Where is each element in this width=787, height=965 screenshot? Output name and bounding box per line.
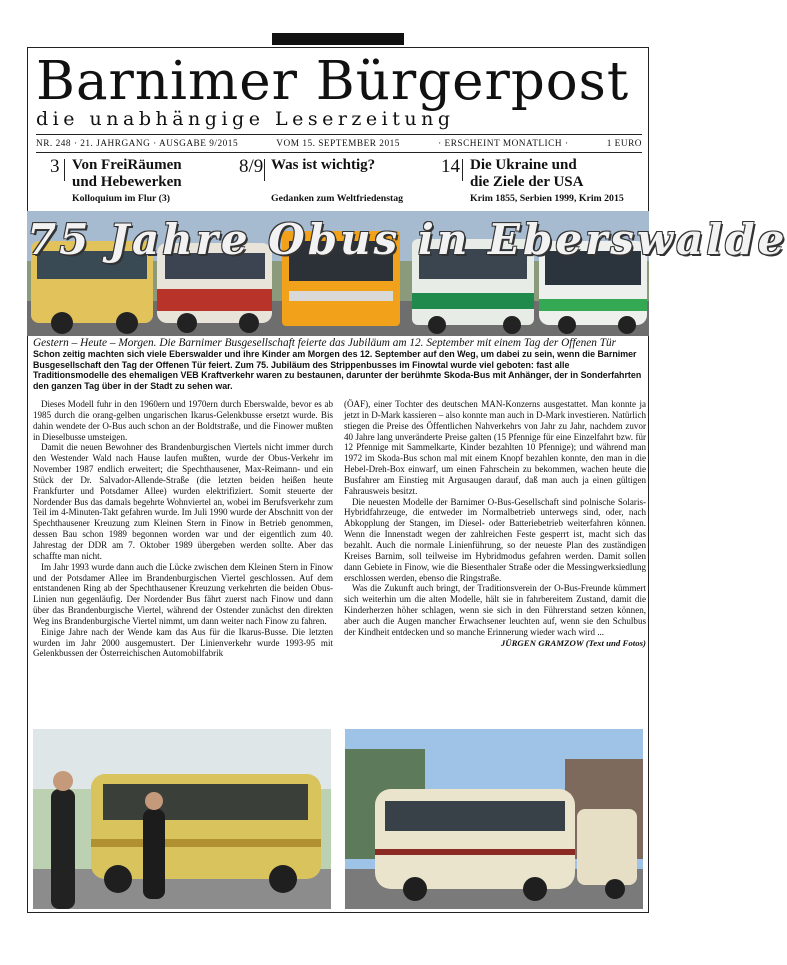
teaser-2[interactable] [236,156,436,206]
article-paragraph: Im Jahr 1993 wurde dann auch die Lücke zwischen dem Kleinen Stern in Finow und der Potsdamer Allee im Brandenburgischen Viertel geschlossen. Auf dem entstandenen Ring ab der Spechthausener Kreuzung verkehrten die beiden Obus-Linien nun gegenläufig. Der Nordender Bus fährt zuerst nach Finow und dann über das Brandenburgische Viertel, während der Ostender zunächst den direkten Weg ins Brandenburgische Viertel nimmt, um dann weiter nach Finow zu fahren. [33,561,333,626]
teaser-title-line1: Die Ukraine und [470,157,577,173]
teaser-divider [462,159,463,181]
article-paragraph: Dieses Modell fuhr in den 1960ern und 1970ern durch Eberswalde, bevor es ab 1985 durch die orang-gelben ungarischen Ikarus-Gelenkbusse ersetzt wurde. Bis dahin wendete der O-Bus auch schon an der Boldtstraße, und die Finower mußten in Dieselbusse umsteigen. [33,399,333,442]
teaser-title-line1: Von FreiRäumen [72,157,182,173]
rule-bottom [36,152,642,153]
lead-paragraph: Schon zeitig machten sich viele Eberswalder und ihre Kinder am Morgen des 12. September auf den Weg, um dabei zu sein, wenn die Barnimer Busgesellschaft den Tag der Offenen Tür feiert. Zum 75. Jubiläum des Strippenbusses im Finowtal wurde viel geboten: fast alle Traditionsmodelle des ehemaligen VEB Kraftverkehr waren zu bestaunen, darunter der berühmte Skoda-Bus mit Anhänger, der in Sonderfahrten den ganzen Tag über in der Stadt zu sehen war. [33,349,642,391]
teaser-divider [264,159,265,181]
masthead-subtitle: die unabhängige Leserzeitung [36,108,455,130]
top-black-bar [272,33,404,45]
teaser-page: 3 [50,156,60,177]
hero-photo-buses [27,211,787,336]
masthead-title: Barnimer Bürgerpost [36,51,630,112]
article-paragraph: Einige Jahre nach der Wende kam das Aus für die Ikarus-Busse. Die letzten wurden im Jahr 2000 ausgemustert. Der Linienverkehr wurde 1993-95 mit Gelenkbussen der Österreichischen Automobilfabrik [33,626,333,659]
photo-caption: Gestern – Heute – Morgen. Die Barnimer Busgesellschaft feierte das Jubiläum am 12. September mit einem Tag der Offenen Tür [33,337,617,349]
teaser-subtitle: Gedanken zum Weltfriedenstag [271,193,404,204]
article-paragraph: Was die Zukunft auch bringt, der Traditionsverein der O-Bus-Freunde kümmert sich weiterhin um die alten Modelle, hält sie in fahrbereitem Zustand, damit die Kinderherzen höher schlagen, wenn sie sich in den Führerstand setzen können, aber auch die Augen mancher Erwachsener leuchten auf, wenn sie den Schulbus der Kindheit entdecken und so manche Erinnerung wieder wach wird ... [344,583,646,637]
issue-frequency: · ERSCHEINT MONATLICH · [438,139,569,149]
issue-number: NR. 248 · 21. JAHRGANG · AUSGABE 9/2015 [36,139,239,149]
article-paragraph: Damit die neuen Bewohner des Brandenburgischen Viertels nicht immer durch den Westender Wald nach Hause laufen mußten, wurde der Obus-Verkehr im November 1987 endlich erweitert; die Spechthausener, Max-Reimann- und ein Stück der Dr. Salvador-Allende-Straße (die letzten beiden heißen heute Frankfurter und Potsdamer Allee) wurden elektrifiziert. Somit steuerte der Nordender Bus das damals begehrte Wohnviertel an, wobei im Berufsverkehr zum Teil im 4-Minuten-Takt gefahren wurde. Im Juli 1990 wurde der Abschnitt von der Spechthausener Kreuzung zum Kleinen Stern in Finow in Betrieb genommen, dessen Bau schon 1989 begonnen worden war und der eigentlich zum 40. Jahrestag der DDR am 7. Oktober 1989 übergeben werden sollte. Aber das schaffte man nicht. [33,442,333,561]
article-column-left [33,399,333,659]
teaser-1[interactable] [36,156,236,206]
photo-skoda-bus-with-trailer [345,729,643,909]
teaser-page: 14 [441,156,460,177]
article-paragraph: (ÖAF), einer Tochter des deutschen MAN-Konzerns ausgestattet. Man konnte ja jetzt in D-Mark kassieren – also konnte man auch in D-Mark investieren. Natürlich stiegen die Preise des Öffentlichen Nahverkehrs von Jahr zu Jahr, nachdem zuvor 40 Jahre lang unveränderte Preise galten (15 Pfennige für eine Einzelfahrt bzw. für 12 Pfennige mit Sammelkarte, Kinder bezahlten 10 Pfennige); und während man 1972 im Skoda-Bus schon mal mit einem Knopf bezahlen konnte, den man in die Hebel-Dreh-Box einwarf, um einen Fahrschein zu bekommen, wachen heute die Busfahrer am Einstieg mit Argusaugen darauf, daß man auch ja einen gültigen Fahrausweis besitzt. [344,399,646,496]
teaser-title-line1: Was ist wichtig? [271,157,376,173]
teaser-title-line2: und Hebewerken [72,174,182,190]
teaser-subtitle: Krim 1855, Serbien 1999, Krim 2015 [470,193,624,204]
article-paragraph: Die neuesten Modelle der Barnimer O-Bus-Gesellschaft sind polnische Solaris-Hybridfahrzeuge, die entweder im Normalbetrieb unterwegs sind, oder, nach Abkopplung der Stangen, im Diesel- oder Batteriebetrieb weiterfahren können. Wenn die Innenstadt wegen der zahlreichen Feste gesperrt ist, macht sich das bezahlt. Auch die normale Linienführung, so der neueste Plan des zuständigen Kreises Barnim, soll teilweise im Hybridmodus gefahren werden. Damit sollen dann Gebiete in Finow, wie die Biesenthaler Straße oder die Messingwerksiedlung erschlossen werden, ebenso die Ringstraße. [344,496,646,583]
issue-date: VOM 15. SEPTEMBER 2015 [276,139,400,149]
hero-headline: 75 Jahre Obus in Eberswalde [27,215,787,264]
bus-photo-illustration [33,729,331,909]
issue-info-line [36,139,642,149]
teaser-subtitle: Kolloquium im Flur (3) [72,193,171,204]
issue-price: 1 EURO [606,139,642,149]
photo-skoda-bus-with-people [33,729,331,909]
teaser-page: 8/9 [239,156,264,177]
bus-trailer-photo-illustration [345,729,643,909]
teaser-3[interactable] [439,156,644,206]
article-column-right [344,399,646,648]
author-byline: JÜRGEN GRAMZOW (Text und Fotos) [500,637,646,648]
teaser-title-line2: die Ziele der USA [470,174,584,190]
teaser-divider [64,159,65,181]
rule-top [36,134,642,135]
